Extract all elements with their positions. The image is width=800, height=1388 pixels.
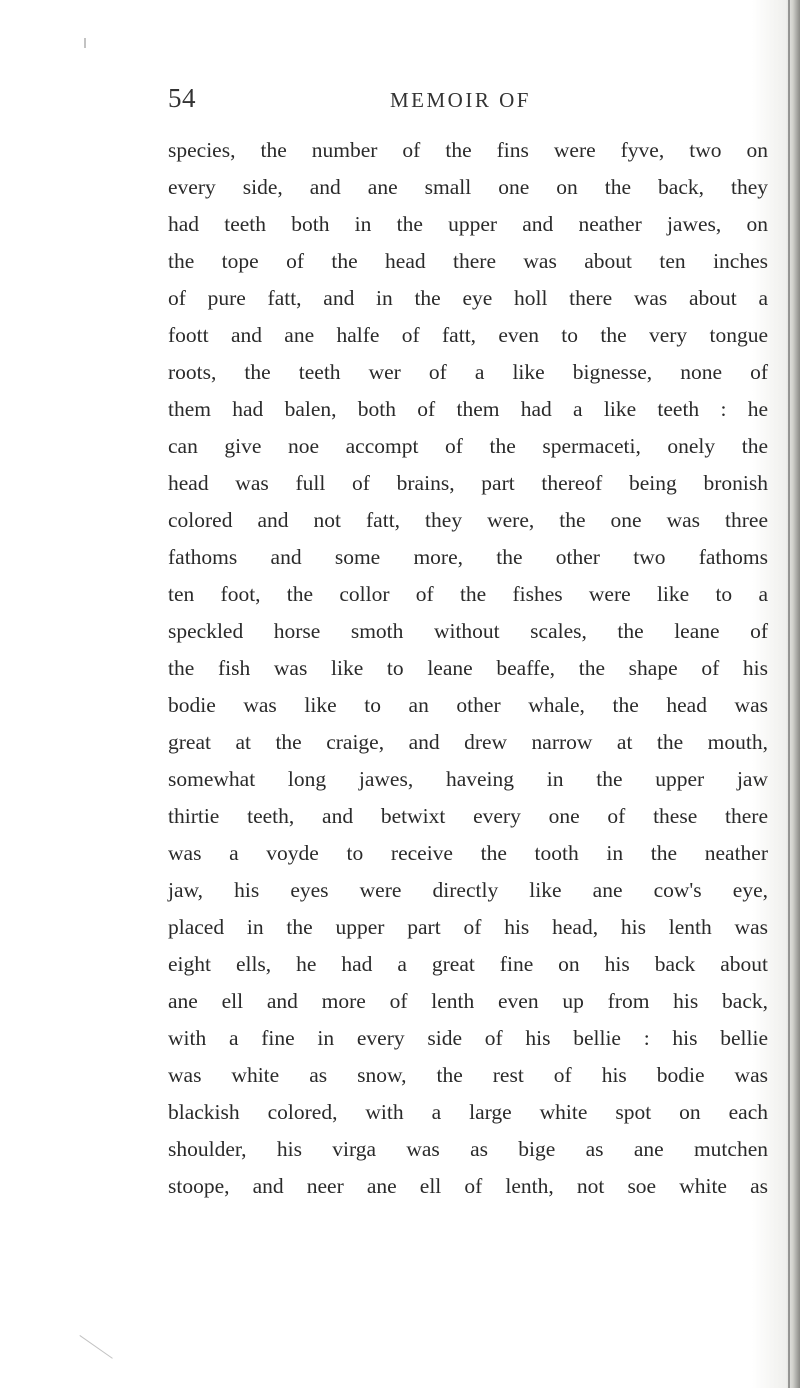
text-line: shoulder, his virga was as bige as ane mutchen xyxy=(168,1137,768,1161)
paper-speck xyxy=(84,38,86,48)
text-line: species, the number of the fins were fyve, two on xyxy=(168,138,768,162)
text-line: was a voyde to receive the tooth in the neather xyxy=(168,841,768,865)
text-line: every side, and ane small one on the back, they xyxy=(168,175,768,199)
text-line: eight ells, he had a great fine on his back about xyxy=(168,952,768,976)
text-line: somewhat long jawes, haveing in the upper jaw xyxy=(168,767,768,791)
text-line: great at the craige, and drew narrow at the mouth, xyxy=(168,730,768,754)
text-line: fathoms and some more, the other two fathoms xyxy=(168,545,768,569)
text-line: foott and ane halfe of fatt, even to the very tongue xyxy=(168,323,768,347)
text-line: the fish was like to leane beaffe, the shape of his xyxy=(168,656,768,680)
text-line: roots, the teeth wer of a like bignesse, none of xyxy=(168,360,768,384)
text-line: stoope, and neer ane ell of lenth, not soe white as xyxy=(168,1174,768,1198)
page-number: 54 xyxy=(168,83,196,113)
text-line: the tope of the head there was about ten inches xyxy=(168,249,768,273)
text-line: placed in the upper part of his head, his lenth was xyxy=(168,915,768,939)
text-line: of pure fatt, and in the eye holl there was about a xyxy=(168,286,768,310)
text-line: speckled horse smoth without scales, the leane of xyxy=(168,619,768,643)
body-text xyxy=(168,132,768,1205)
text-line: with a fine in every side of his bellie : his bellie xyxy=(168,1026,768,1050)
binding-edge-line xyxy=(788,0,790,1388)
text-line: was white as snow, the rest of his bodie was xyxy=(168,1063,768,1087)
text-line: ten foot, the collor of the fishes were like to a xyxy=(168,582,768,606)
text-line: ane ell and more of lenth even up from his back, xyxy=(168,989,768,1013)
text-line: them had balen, both of them had a like teeth : he xyxy=(168,397,768,421)
text-line: blackish colored, with a large white spot on each xyxy=(168,1100,768,1124)
running-head: MEMOIR OF xyxy=(390,88,531,112)
text-line: jaw, his eyes were directly like ane cow's eye, xyxy=(168,878,768,902)
text-line: can give noe accompt of the spermaceti, onely the xyxy=(168,434,768,458)
page-corner-mark xyxy=(62,1335,113,1383)
text-line: thirtie teeth, and betwixt every one of these there xyxy=(168,804,768,828)
text-line: bodie was like to an other whale, the head was xyxy=(168,693,768,717)
text-line: had teeth both in the upper and neather jawes, on xyxy=(168,212,768,236)
text-line: colored and not fatt, they were, the one was three xyxy=(168,508,768,532)
text-line: head was full of brains, part thereof being bronish xyxy=(168,471,768,495)
